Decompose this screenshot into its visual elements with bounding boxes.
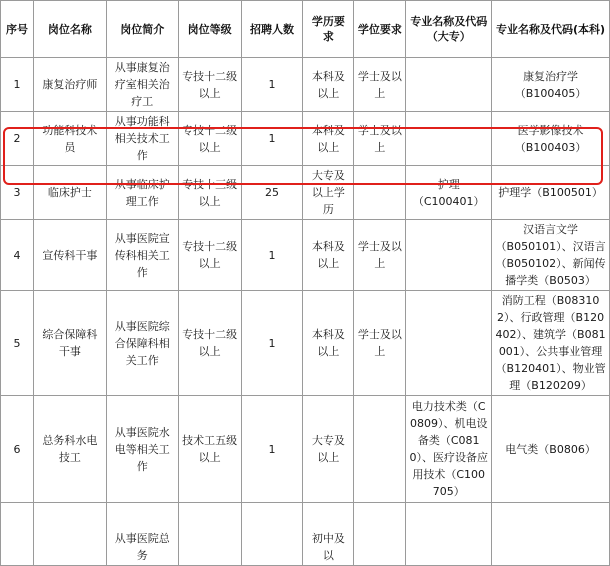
header-degree: 学位要求 (354, 1, 406, 58)
cell-degree (354, 396, 406, 503)
cell-intro: 从事医院水电等相关工作 (106, 396, 178, 503)
cell-count: 1 (241, 58, 303, 112)
cell-no: 4 (1, 220, 34, 291)
header-no: 序号 (1, 1, 34, 58)
header-position-level: 岗位等级 (178, 1, 241, 58)
cell-level: 专技十二级以上 (178, 112, 241, 166)
cell-level: 专技十二级以上 (178, 291, 241, 396)
cell-name (33, 503, 106, 566)
cell-major-college: 护理 （C100401） (406, 166, 492, 220)
cell-name: 功能科技术员 (33, 112, 106, 166)
cell-degree: 学士及以上 (354, 112, 406, 166)
cell-major-college (406, 58, 492, 112)
cell-intro: 从事临床护理工作 (106, 166, 178, 220)
header-major-college: 专业名称及代码 （大专） (406, 1, 492, 58)
cell-intro: 从事功能科相关技术工作 (106, 112, 178, 166)
cell-name: 综合保障科干事 (33, 291, 106, 396)
cell-education: 本科及以上 (303, 112, 354, 166)
cell-education: 本科及以上 (303, 220, 354, 291)
cell-count: 1 (241, 220, 303, 291)
cell-major-bachelor: 电气类（B0806） (492, 396, 610, 503)
cell-major-bachelor (492, 503, 610, 566)
cell-no (1, 503, 34, 566)
table-row (1, 220, 610, 291)
header-position-intro: 岗位简介 (106, 1, 178, 58)
cell-count: 1 (241, 291, 303, 396)
cell-intro: 从事医院总务 (106, 503, 178, 566)
cell-count: 1 (241, 112, 303, 166)
cell-count (241, 503, 303, 566)
cell-degree: 学士及以上 (354, 58, 406, 112)
cell-major-college (406, 112, 492, 166)
cell-degree: 学士及以上 (354, 220, 406, 291)
cell-major-bachelor: 护理学（B100501） (492, 166, 610, 220)
header-major-bachelor: 专业名称及代码(本科) (492, 1, 610, 58)
cell-intro: 从事医院综合保障科相关工作 (106, 291, 178, 396)
table-row (1, 112, 610, 166)
cell-education: 本科及以上 (303, 291, 354, 396)
table-row (1, 503, 610, 566)
cell-major-bachelor: 康复治疗学 （B100405） (492, 58, 610, 112)
cell-level: 专技十三级以上 (178, 166, 241, 220)
cell-count: 25 (241, 166, 303, 220)
cell-no: 5 (1, 291, 34, 396)
table-header-row (1, 1, 610, 58)
header-hire-count: 招聘人数 (241, 1, 303, 58)
cell-major-bachelor: 汉语言文学 （B050101）、汉语言（B050102）、新闻传播学类（B0503） (492, 220, 610, 291)
cell-no: 1 (1, 58, 34, 112)
cell-degree (354, 166, 406, 220)
cell-name: 宣传科干事 (33, 220, 106, 291)
table-row (1, 396, 610, 503)
header-position-name: 岗位名称 (33, 1, 106, 58)
cell-no: 6 (1, 396, 34, 503)
cell-major-college: 电力技术类（C0809）、机电设备类（C0810）、医疗设备应用技术（C100705） (406, 396, 492, 503)
cell-major-bachelor: 消防工程（B083102）、行政管理（B120402）、建筑学（B081001）、公共事业管理（B120401）、物业管理（B120209） (492, 291, 610, 396)
cell-education: 大专及以上学历 (303, 166, 354, 220)
table-row (1, 166, 610, 220)
cell-level (178, 503, 241, 566)
cell-degree (354, 503, 406, 566)
cell-intro: 从事医院宣传科相关工作 (106, 220, 178, 291)
cell-level: 技术工五级以上 (178, 396, 241, 503)
cell-name: 总务科水电技工 (33, 396, 106, 503)
cell-degree: 学士及以上 (354, 291, 406, 396)
cell-education: 初中及以 (303, 503, 354, 566)
cell-intro: 从事康复治疗室相关治疗工 (106, 58, 178, 112)
cell-no: 2 (1, 112, 34, 166)
table-row (1, 58, 610, 112)
cell-count: 1 (241, 396, 303, 503)
cell-no: 3 (1, 166, 34, 220)
cell-major-bachelor: 医学影像技术 （B100403） (492, 112, 610, 166)
cell-major-college (406, 503, 492, 566)
cell-name: 临床护士 (33, 166, 106, 220)
cell-education: 本科及以上 (303, 58, 354, 112)
cell-level: 专技十二级以上 (178, 220, 241, 291)
table-row (1, 291, 610, 396)
header-education: 学历要求 (303, 1, 354, 58)
cell-level: 专技十二级以上 (178, 58, 241, 112)
cell-education: 大专及以上 (303, 396, 354, 503)
cell-name: 康复治疗师 (33, 58, 106, 112)
cell-major-college (406, 220, 492, 291)
cell-major-college (406, 291, 492, 396)
